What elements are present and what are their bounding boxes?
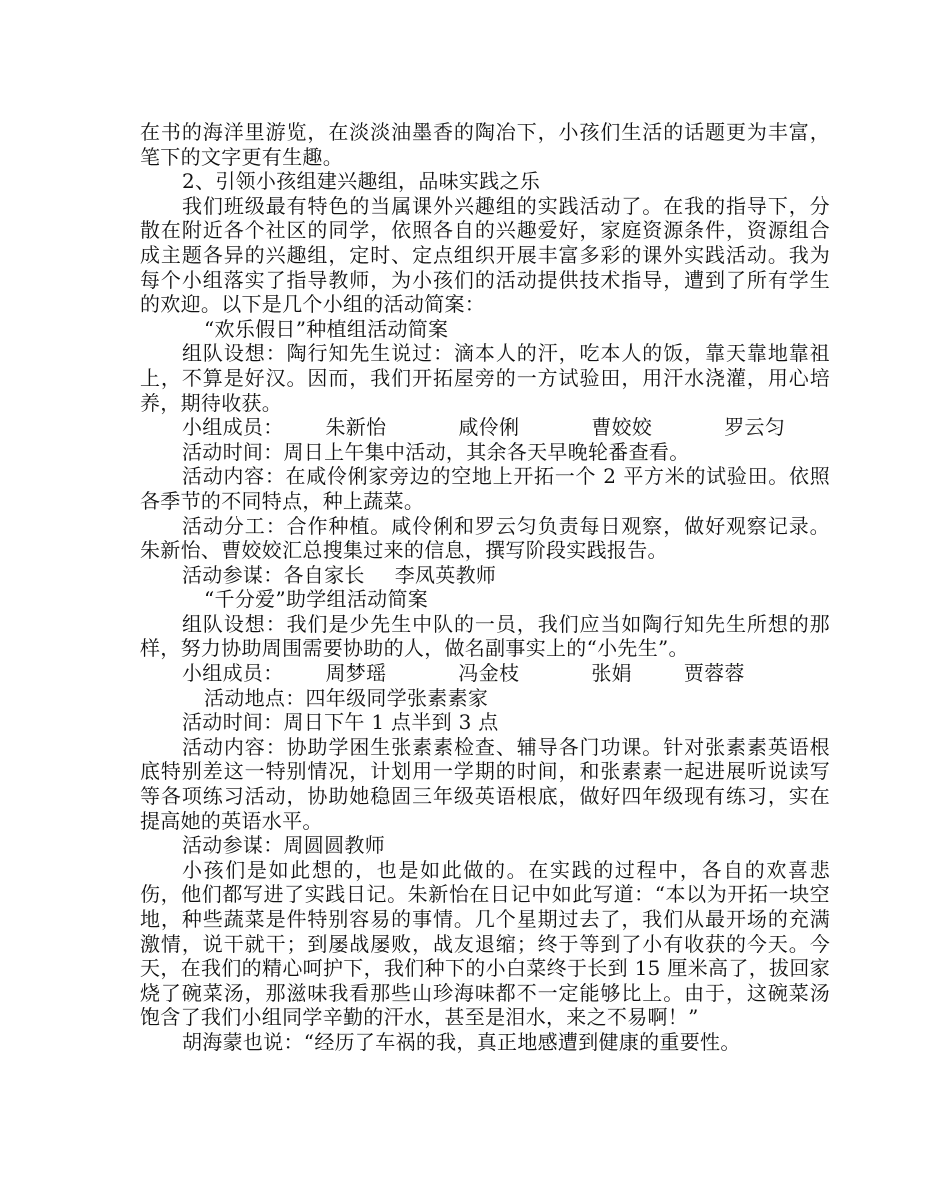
study-aid-group-members	[140, 661, 830, 686]
planting-activity-time: 活动时间：周日上午集中活动，其余各天早晚轮番查看。	[182, 439, 690, 464]
paragraph-reading-benefit: 在书的海洋里游览，在淡淡油墨香的陶冶下，小孩们生活的话题更为丰富，笔下的文字更有生趣。	[140, 120, 830, 169]
member-name: 朱新怡	[325, 415, 387, 440]
study-aid-location: 活动地点：四年级同学张素素家	[204, 685, 489, 710]
planting-activity-content: 活动内容：在咸伶俐家旁边的空地上开拓一个 2 平方米的试验田。依照各季节的不同特点，种上蔬菜。	[140, 464, 830, 513]
member-name: 咸伶俐	[458, 415, 520, 440]
member-name: 曹姣姣	[591, 415, 653, 440]
member-name: 冯金枝	[458, 661, 520, 686]
planting-group-members	[140, 415, 830, 440]
member-name: 张娟	[591, 661, 632, 686]
paragraph-study-aid-idea: 组队设想：我们是少先生中队的一员，我们应当如陶行知先生所想的那样，努力协助周围需要协助的人，做名副事实上的“小先生”。	[140, 611, 830, 661]
section-heading-interest-groups: 2、引领小孩组建兴趣组，品味实践之乐	[182, 169, 541, 194]
paragraph-hu-haimeng-quote: 胡海蒙也说：“经历了车祸的我，真正地感遭到健康的重要性。	[182, 1029, 741, 1054]
paragraph-planting-idea: 组队设想：陶行知先生说过：滴本人的汗，吃本人的饭，靠天靠地靠祖上，不算是好汉。因而，我们开拓屋旁的一方试验田，用汗水浇灌，用心培养，期待收获。	[140, 341, 830, 415]
document-body	[140, 120, 830, 1055]
plan-title-study-aid-group: “千分爱”助学组活动简案	[204, 587, 429, 612]
member-name: 周梦瑶	[325, 661, 387, 686]
advisor-teacher: 李凤英教师	[394, 562, 497, 587]
planting-activity-division: 活动分工：合作种植。咸伶俐和罗云匀负责每日观察，做好观察记录。朱新怡、曹姣姣汇总搜集过来的信息，撰写阶段实践报告。	[140, 513, 830, 563]
study-aid-time: 活动时间：周日下午 1 点半到 3 点	[182, 710, 499, 735]
members-label: 小组成员：	[182, 661, 284, 686]
plan-title-planting-group: “欢乐假日”种植组活动简案	[204, 316, 449, 341]
planting-activity-advisor	[140, 563, 830, 588]
paragraph-practice-diary: 小孩们是如此想的，也是如此做的。在实践的过程中，各自的欢喜悲伤，他们都写进了实践日记。朱新怡在日记中如此写道：“本以为开拓一块空地，种些蔬菜是件特别容易的事情。几个星期过去了，我们从最开场的充满激情，说干就干；到屡战屡败，战友退缩；终于等到了小有收获的今天。今天，在我们的精心呵护下，我们种下的小白菜终于长到 15 厘米高了，拔回家烧了碗菜汤，那滋味我看那些山珍海味都不一定能够比上。由于，这碗菜汤饱含了我们小组同学辛勤的汗水，甚至是泪水，来之不易啊！”	[140, 857, 830, 1030]
study-aid-advisor: 活动参谋：周圆圆教师	[182, 833, 385, 858]
paragraph-interest-groups-intro: 我们班级最有特色的当属课外兴趣组的实践活动了。在我的指导下，分散在附近各个社区的同学，依照各自的兴趣爱好，家庭资源条件，资源组合成主题各异的兴趣组，定时、定点组织开展丰富多彩的课外实践活动。我为每个小组落实了指导教师，为小孩们的活动提供技术指导，遭到了所有学生的欢迎。以下是几个小组的活动简案：	[140, 193, 830, 317]
advisor-label: 活动参谋：各自家长	[182, 562, 365, 587]
member-name: 罗云匀	[724, 415, 786, 440]
member-name: 贾蓉蓉	[683, 661, 745, 686]
study-aid-content: 活动内容：协助学困生张素素检查、辅导各门功课。针对张素素英语根底特别差这一特别情况，计划用一学期的时间，和张素素一起进展听说读写等各项练习活动，协助她稳固三年级英语根底，做好四年级现有练习，实在提高她的英语水平。	[140, 734, 830, 833]
members-label: 小组成员：	[182, 415, 284, 440]
